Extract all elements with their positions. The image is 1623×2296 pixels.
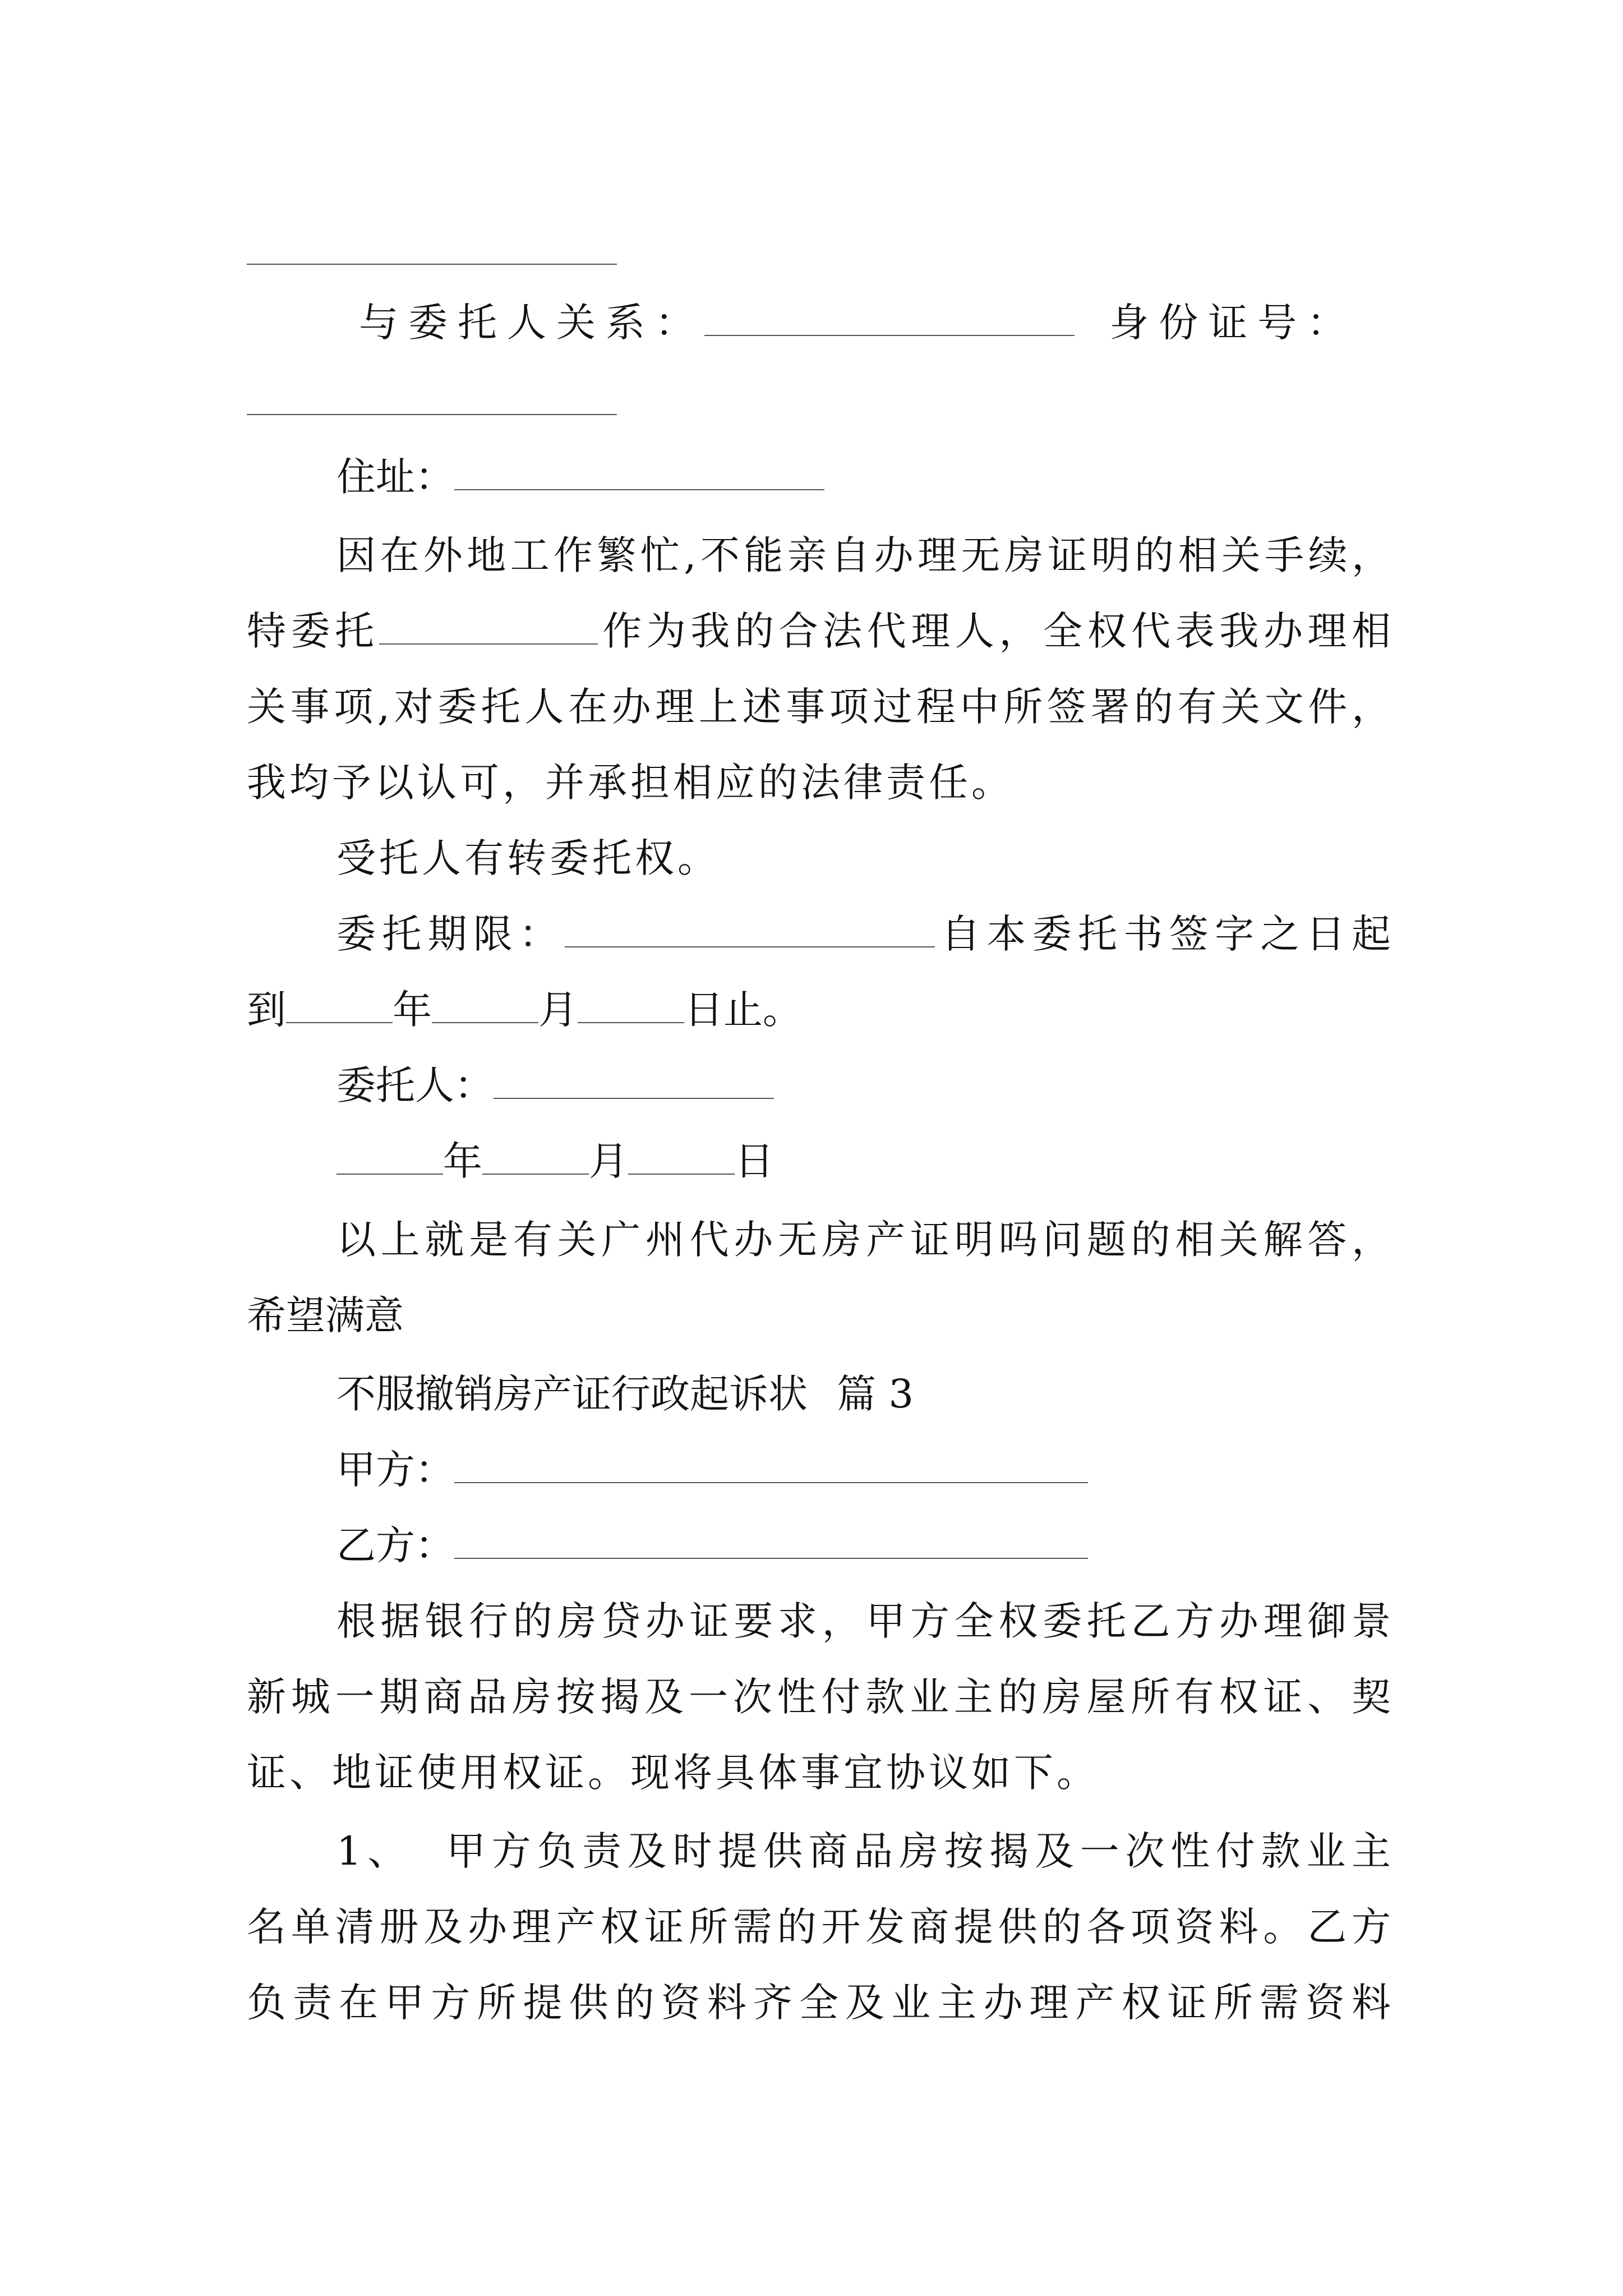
- paragraph-line: 因在外地工作繁忙,不能亲自办理无房证明的相关手续，: [336, 532, 1391, 578]
- closing-line: 以上就是有关广州代办无房产证明吗问题的相关解答，: [336, 1217, 1391, 1263]
- relation-blank[interactable]: [704, 300, 1075, 336]
- period-to: 到: [247, 987, 286, 1033]
- address-label: 住址：: [336, 454, 454, 500]
- paragraph-line: 根据银行的房贷办证要求，甲方全权委托乙方办理御景: [336, 1598, 1391, 1644]
- delegate-blank[interactable]: [379, 609, 598, 645]
- day-end-label: 日止。: [684, 987, 802, 1033]
- id-number-blank[interactable]: [247, 414, 617, 415]
- paragraph-line: 新城一期商品房按揭及一次性付款业主的房屋所有权证、契: [247, 1674, 1391, 1720]
- month-label: 月: [538, 987, 578, 1033]
- section-title: [336, 1369, 1481, 1419]
- party-a-blank[interactable]: [454, 1447, 1088, 1483]
- party-b-blank[interactable]: [454, 1523, 1088, 1559]
- party-b-label: 乙方：: [336, 1522, 454, 1568]
- principal-blank[interactable]: [494, 1063, 774, 1099]
- party-b-line: [336, 1520, 1481, 1571]
- item-line: 负责在甲方所提供的资料齐全及业主办理产权证所需资料: [247, 1980, 1391, 2026]
- section-number: 篇 3: [837, 1371, 914, 1417]
- party-a-label: 甲方：: [336, 1447, 454, 1493]
- paragraph-text: 作为我的合法代理人，全权代表我办理相: [597, 608, 1391, 654]
- period-end-line: [247, 984, 1391, 1035]
- item-number: 1、: [336, 1828, 413, 1874]
- month-blank[interactable]: [482, 1139, 589, 1175]
- year-blank[interactable]: [336, 1139, 443, 1175]
- section-title-text: 不服撤销房产证行政起诉状: [336, 1371, 808, 1417]
- day-label: 日: [735, 1138, 774, 1184]
- year-blank[interactable]: [286, 987, 393, 1023]
- period-label: 委托期限：: [336, 911, 565, 957]
- period-line: [336, 909, 1391, 959]
- delegate-label: 特委托: [247, 608, 379, 654]
- id-number-label: 身份证号：: [1109, 300, 1357, 346]
- item-line: [336, 1826, 1391, 1876]
- closing-line: 希望满意: [247, 1292, 404, 1338]
- month-label: 月: [589, 1138, 628, 1184]
- principal-label: 委托人：: [336, 1062, 494, 1108]
- item-line: 名单清册及办理产权证所需的开发商提供的各项资料。乙方: [247, 1904, 1391, 1950]
- day-blank[interactable]: [628, 1139, 735, 1175]
- address-blank[interactable]: [454, 454, 824, 490]
- year-label: 年: [393, 987, 432, 1033]
- period-blank[interactable]: [565, 912, 935, 947]
- item-text: 甲方负责及时提供商品房按揭及一次性付款业主: [446, 1828, 1391, 1874]
- relation-line: [359, 297, 1391, 348]
- period-tail: 自本委托书签字之日起: [934, 911, 1391, 957]
- date-line: [336, 1136, 1481, 1186]
- day-blank[interactable]: [578, 987, 684, 1023]
- principal-line: [336, 1060, 1481, 1111]
- party-a-line: [336, 1444, 1481, 1495]
- address-line: [336, 452, 1481, 502]
- blank-line: [247, 264, 617, 265]
- paragraph-line: 证、地证使用权证。现将具体事宜协议如下。: [247, 1750, 1099, 1796]
- month-blank[interactable]: [432, 987, 538, 1023]
- year-label: 年: [443, 1138, 482, 1184]
- paragraph-line: 关事项,对委托人在办理上述事项过程中所签署的有关文件，: [247, 684, 1391, 730]
- paragraph-line: [247, 606, 1391, 656]
- subdelegation-line: 受托人有转委托权。: [336, 835, 720, 881]
- relation-label: 与委托人关系：: [359, 300, 704, 346]
- paragraph-line: 我均予以认可，并承担相应的法律责任。: [247, 760, 1014, 806]
